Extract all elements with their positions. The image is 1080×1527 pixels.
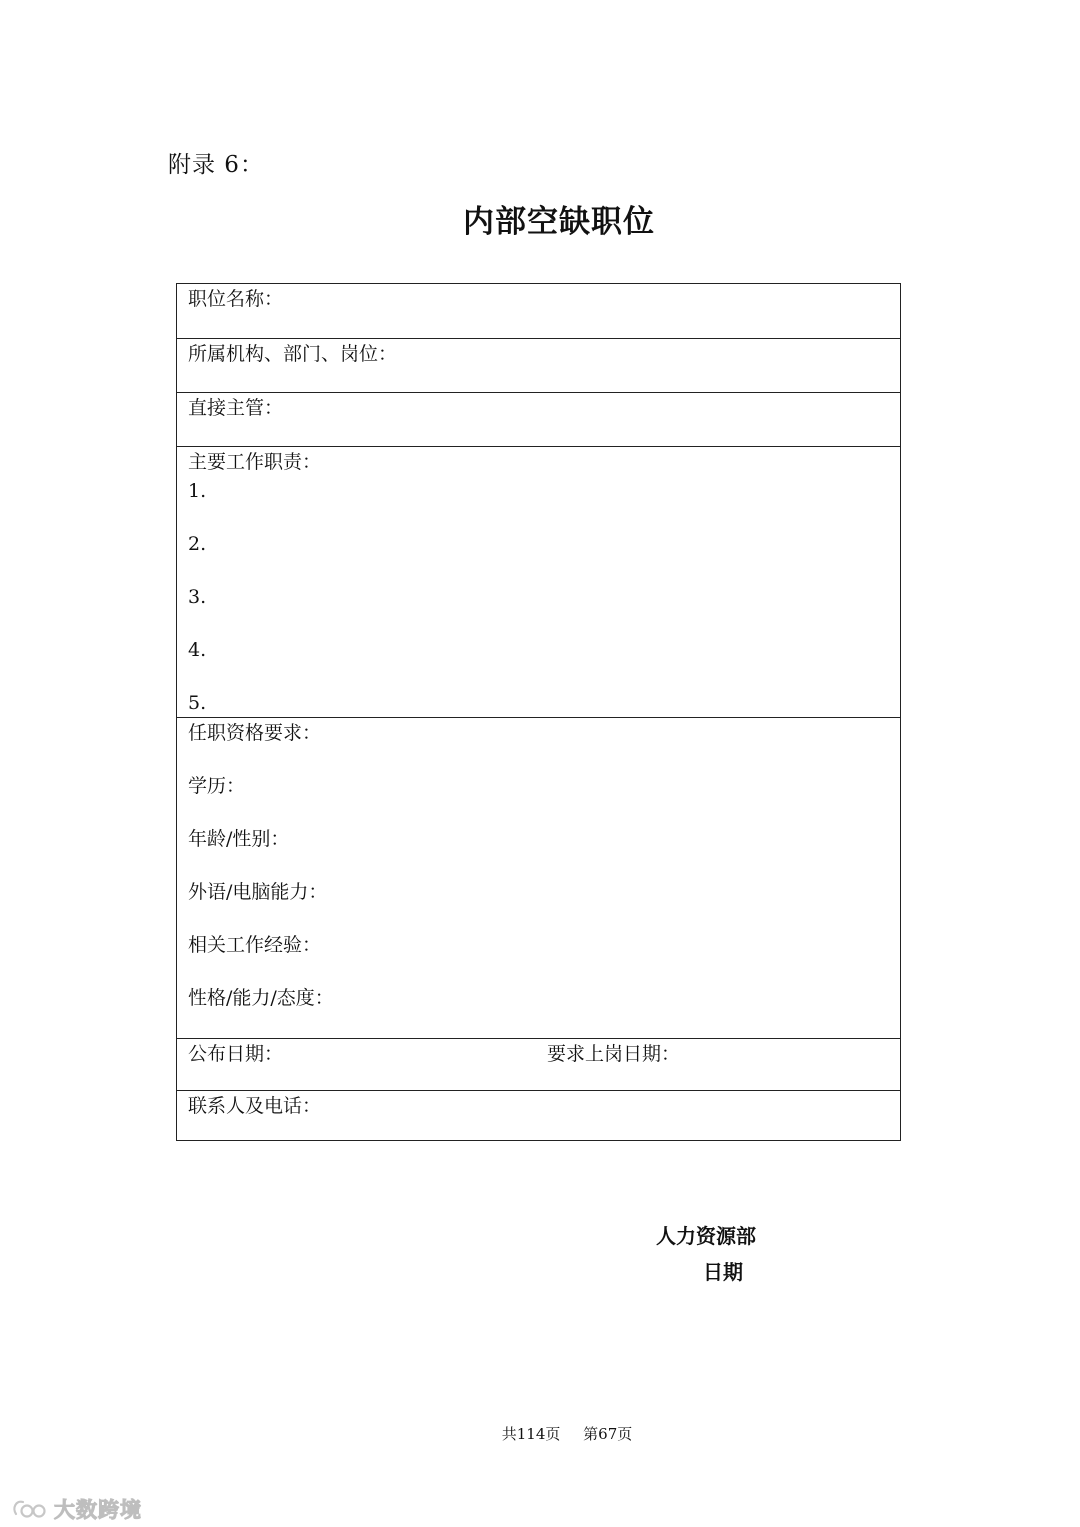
row-duties xyxy=(177,447,900,718)
supervisor-label: 直接主管： xyxy=(188,397,284,419)
page-title: 内部空缺职位 xyxy=(463,204,655,240)
signoff-date: 日期 xyxy=(703,1260,743,1284)
row-direct-supervisor xyxy=(177,393,900,447)
duties-label: 主要工作职责： xyxy=(188,451,322,473)
language-computer-label: 外语/电脑能力： xyxy=(188,881,328,903)
watermark-text: 大数跨境 xyxy=(54,1498,142,1522)
personality-label: 性格/能力/态度： xyxy=(188,987,334,1009)
page-footer xyxy=(0,1423,1080,1444)
start-date-label: 要求上岗日期： xyxy=(547,1043,681,1065)
watermark xyxy=(10,1494,142,1524)
experience-label: 相关工作经验： xyxy=(188,934,322,956)
qualifications-label: 任职资格要求： xyxy=(188,722,322,744)
vacancy-form xyxy=(176,283,901,1141)
publish-date-label: 公布日期： xyxy=(188,1043,284,1065)
organization-label: 所属机构、部门、岗位： xyxy=(188,343,398,365)
contact-label: 联系人及电话： xyxy=(188,1095,322,1117)
row-position-name xyxy=(177,284,900,339)
total-pages: 共114页 xyxy=(501,1425,561,1443)
hr-department: 人力资源部 xyxy=(656,1224,756,1248)
duty-item-5: 5. xyxy=(188,692,207,714)
age-gender-label: 年龄/性别： xyxy=(188,828,290,850)
row-qualifications xyxy=(177,718,900,1039)
row-organization xyxy=(177,339,900,393)
row-dates xyxy=(177,1039,900,1091)
duty-item-2: 2. xyxy=(188,533,207,555)
current-page: 第67页 xyxy=(583,1425,633,1443)
duty-item-1: 1. xyxy=(188,480,207,502)
position-name-label: 职位名称： xyxy=(188,288,284,310)
appendix-label: 附录 6： xyxy=(168,152,264,178)
duty-item-4: 4. xyxy=(188,639,207,661)
row-contact xyxy=(177,1091,900,1140)
education-label: 学历： xyxy=(188,775,246,797)
watermark-logo-icon xyxy=(10,1496,50,1522)
duty-item-3: 3. xyxy=(188,586,207,608)
